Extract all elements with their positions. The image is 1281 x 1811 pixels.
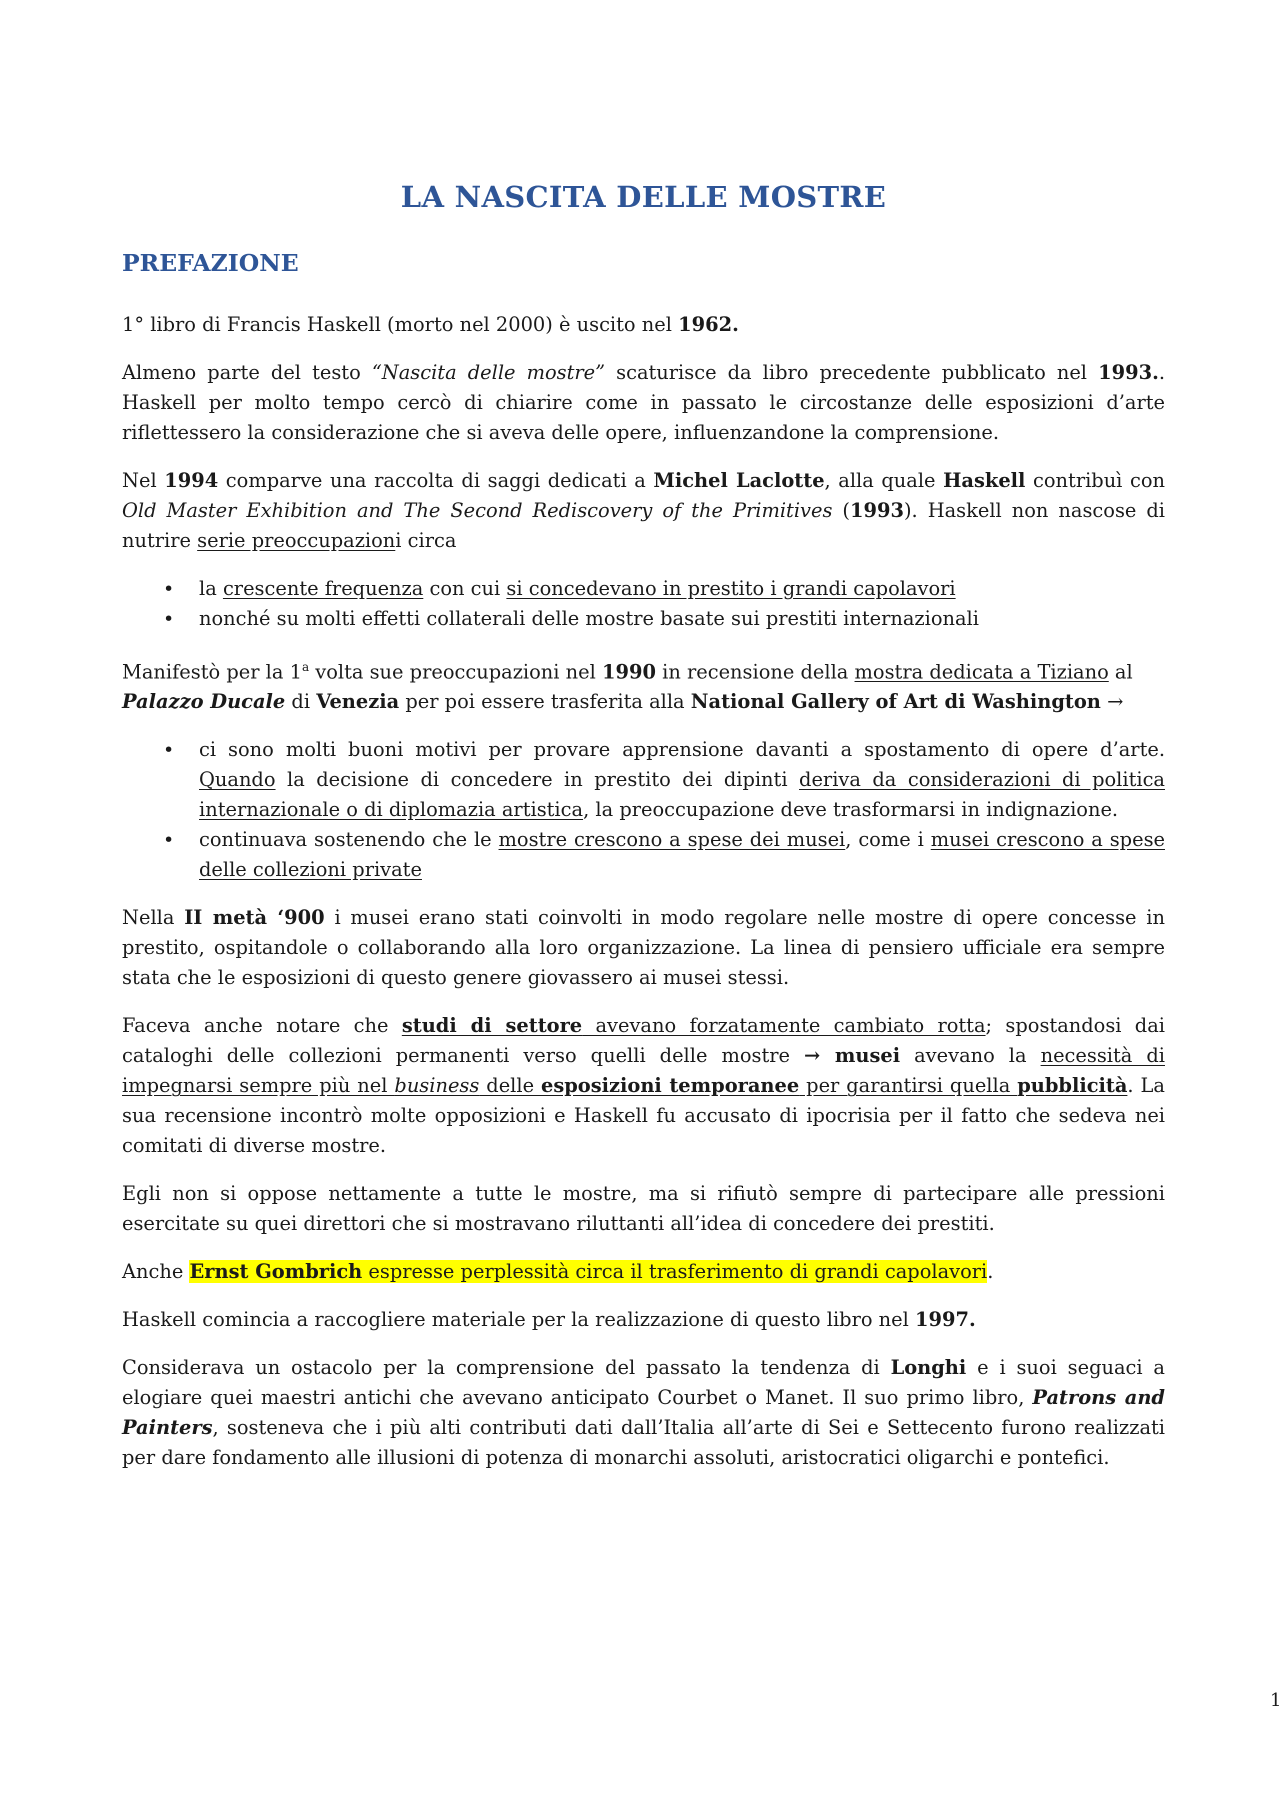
paragraph-tiziano: Manifestò per la 1$^a$ volta sue preoccupazioni nel 1990 in recensione della mostra dedicata a Tiziano al Palazzo Ducale di Venezia per poi essere trasferita alla National Gallery of Art di Washington → [122, 660, 1133, 714]
list-item: • nonché su molti effetti collaterali delle mostre basate sui prestiti internazionali [199, 604, 1165, 634]
bullet-list-arguments [122, 735, 1165, 885]
paragraph-gombrich: Anche Ernst Gombrich espresse perplessità circa il trasferimento di grandi capolavori. [122, 1260, 994, 1284]
list-item: • la crescente frequenza con cui si concedevano in prestito i grandi capolavori [199, 574, 1165, 604]
paragraph-origin: Almeno parte del testo “Nascita delle mostre” scaturisce da libro precedente pubblicato nel 1993.. Haskell per molto tempo cercò di chiarire come in passato le circostanze delle esposizioni d’arte riflettessero la considerazione che si aveva delle opere, influenzandone la comprensione. [122, 361, 1165, 444]
paragraph-museums: Nella II metà ‘900 i musei erano stati coinvolti in modo regolare nelle mostre di opere concesse in prestito, ospitandole o collaborando alla loro organizzazione. La linea di pensiero ufficiale era sempre stata che le esposizioni di questo genere giovassero ai musei stessi. [122, 906, 1165, 990]
section-heading: PREFAZIONE [122, 249, 299, 277]
list-item: • continuava sostenendo che le mostre crescono a spese dei musei, come i musei crescono a spese delle collezioni private [199, 825, 1165, 885]
paragraph-longhi: Considerava un ostacolo per la comprensione del passato la tendenza di Longhi e i suoi seguaci a elogiare quei maestri antichi che avevano anticipato Courbet o Manet. Il suo primo libro, Patrons and Painters, sosteneva che i più alti contributi dati dall’Italia all’arte di Sei e Settecento furono realizzati per dare fondamento alle illusioni di potenza di monarchi assoluti, aristocratici oligarchi e pontefici. [122, 1356, 1165, 1470]
paragraph-laclotte: Nel 1994 comparve una raccolta di saggi dedicati a Michel Laclotte, alla quale Haskell contribuì con Old Master Exhibition and The Second Rediscovery of the Primitives (1993). Haskell non nascose di nutrire serie preoccupazioni circa [122, 469, 1165, 552]
paragraph-first-book: 1° libro di Francis Haskell (morto nel 2000) è uscito nel 1962. [122, 313, 739, 336]
bullet-list-concerns [122, 574, 1165, 634]
document-title: LA NASCITA DELLE MOSTRE [400, 180, 887, 214]
page-number: 1 [1270, 1690, 1281, 1711]
document-body [122, 310, 1165, 1491]
list-item: • ci sono molti buoni motivi per provare apprensione davanti a spostamento di opere d’arte. Quando la decisione di concedere in prestito dei dipinti deriva da considerazioni di politica internazionale o di diplomazia artistica, la preoccupazione deve trasformarsi in indignazione. [199, 735, 1165, 825]
paragraph-studies: Faceva anche notare che studi di settore avevano forzatamente cambiato rotta; spostandosi dai cataloghi delle collezioni permanenti verso quelli delle mostre → musei avevano la necessità di impegnarsi sempre più nel business delle esposizioni temporanee per garantirsi quella pubblicità. La sua recensione incontrò molte opposizioni e Haskell fu accusato di ipocrisia per il fatto che sedeva nei comitati di diverse mostre. [122, 1014, 1165, 1158]
paragraph-1997: Haskell comincia a raccogliere materiale per la realizzazione di questo libro nel 1997. [122, 1308, 976, 1332]
paragraph-opposition: Egli non si oppose nettamente a tutte le mostre, ma si rifiutò sempre di partecipare alle pressioni esercitate su quei direttori che si mostravano riluttanti all’idea di concedere dei prestiti. [122, 1182, 1165, 1236]
